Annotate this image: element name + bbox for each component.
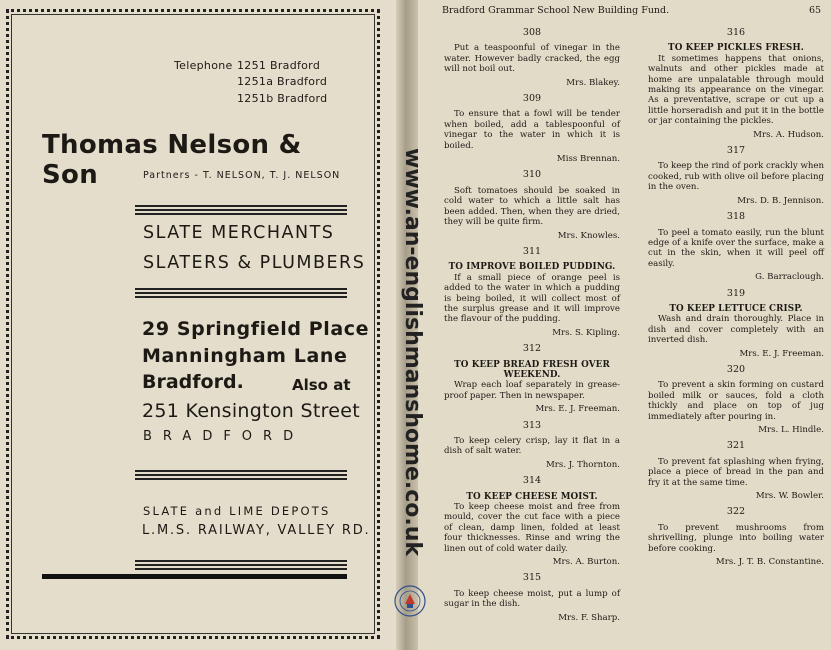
tip-number: 309 xyxy=(522,93,542,105)
tip-text: To keep celery crisp, lay it flat in a dish of salt water. xyxy=(444,436,620,457)
tip-entry xyxy=(648,146,824,206)
railway-line: L.M.S. RAILWAY, VALLEY RD. xyxy=(142,523,371,538)
tip-number: 322 xyxy=(726,506,746,518)
tip-number: 315 xyxy=(522,572,542,584)
triple-rule xyxy=(135,288,347,300)
tips-column-left xyxy=(444,22,620,626)
tip-number: 312 xyxy=(522,343,542,355)
tip-entry xyxy=(444,94,620,164)
tip-author: Miss Brennan. xyxy=(556,154,620,165)
address-line: Bradford. xyxy=(142,371,244,393)
tip-text: If a small piece of orange peel is added to the water in which a pudding is being boiled, it will collect most of the surplus grease and it will improve the flavour of the pudding. xyxy=(444,272,620,325)
tip-entry xyxy=(444,573,620,623)
firm-name: Thomas Nelson & Son xyxy=(42,130,302,190)
tip-number: 310 xyxy=(522,169,542,181)
tip-title: TO KEEP LETTUCE CRISP. xyxy=(669,303,803,314)
triple-rule xyxy=(135,470,347,482)
left-page-advert xyxy=(0,0,406,650)
address-line: Manningham Lane xyxy=(142,345,348,367)
heavy-rule xyxy=(42,574,347,579)
tip-number: 316 xyxy=(726,27,746,38)
tip-number: 313 xyxy=(522,419,542,431)
tip-author: Mrs. Knowles. xyxy=(557,230,620,241)
tip-text: It sometimes happens that onions, walnuts and other pickles made at home are unpalatable through mould making its appearance on the vinegar. As a preventative, scrape or cut up a little horseradish and put it in the bottle or jar containing the pickles. xyxy=(648,53,824,127)
tip-entry xyxy=(444,344,620,414)
tip-author: Mrs. A. Hudson. xyxy=(753,129,824,140)
tip-entry xyxy=(444,247,620,338)
tip-text: To keep cheese moist, put a lump of sugar in the dish. xyxy=(444,588,620,610)
tip-author: Mrs. J. Thornton. xyxy=(546,459,620,470)
tip-text: Soft tomatoes should be soaked in cold water to which a little salt has been added. Then, when they are dried, they will be quite firm. xyxy=(444,185,620,228)
tip-text: Wrap each loaf separately in grease-proof paper. Then in newspaper. xyxy=(444,380,620,401)
city-name: BRADFORD xyxy=(143,429,305,444)
tip-author: Mrs. L. Hindle. xyxy=(758,425,824,435)
tip-author: Mrs. S. Kipling. xyxy=(552,327,620,338)
tip-text: To prevent fat splashing when frying, place a piece of bread in the pan and fry it at the same time. xyxy=(648,456,824,488)
tip-entry xyxy=(648,507,824,567)
tip-title: TO KEEP PICKLES FRESH. xyxy=(668,43,804,54)
telephone-label: Telephone xyxy=(174,59,233,72)
tip-author: Mrs. W. Bowler. xyxy=(755,491,824,502)
triple-rule xyxy=(135,560,347,572)
tip-entry xyxy=(648,441,824,501)
tip-author: Mrs. J. T. B. Constantine. xyxy=(715,557,824,568)
tip-number: 318 xyxy=(726,211,746,223)
telephone-number: 1251a Bradford xyxy=(237,75,328,88)
watermark xyxy=(398,148,432,578)
tip-entry xyxy=(444,28,620,88)
second-address: 251 Kensington Street xyxy=(142,400,361,422)
tip-entry xyxy=(648,289,824,359)
tip-text: Wash and drain thoroughly. Place in dish and cover completely with an inverted dish. xyxy=(648,314,824,346)
tip-entry xyxy=(444,476,620,567)
tip-text: To keep cheese moist and free from mould, cover the cut face with a piece of clean, damp linen, folded at least four thicknesses. Rinse and wring the linen out of cold water daily. xyxy=(444,502,620,554)
page-number: 65 xyxy=(809,5,822,16)
partners-line: Partners - T. NELSON, T. J. NELSON xyxy=(143,170,341,181)
tips-column-right xyxy=(648,22,824,570)
running-head: Bradford Grammar School New Building Fund. xyxy=(442,5,670,16)
tip-author: Mrs. E. J. Freeman. xyxy=(535,404,620,415)
tip-title: TO KEEP BREAD FRESH OVER WEEKEND. xyxy=(454,359,610,380)
tip-title: TO KEEP CHEESE MOIST. xyxy=(466,491,598,502)
tip-number: 321 xyxy=(726,440,746,452)
depots-line: SLATE and LIME DEPOTS xyxy=(143,504,331,518)
tip-title: TO IMPROVE BOILED PUDDING. xyxy=(448,262,616,273)
address-line: 29 Springfield Place xyxy=(142,318,370,340)
telephone-number: 1251 Bradford xyxy=(237,59,321,72)
tip-author: Mrs. E. J. Freeman. xyxy=(739,348,824,359)
tip-number: 317 xyxy=(726,145,746,157)
tip-text: To ensure that a fowl will be tender when boiled, add a tablespoonful of vinegar to the water in which it is boiled. xyxy=(444,109,620,151)
tip-number: 311 xyxy=(522,245,542,257)
trade-line: SLATE MERCHANTS xyxy=(143,223,335,243)
tip-entry xyxy=(444,170,620,240)
tip-entry xyxy=(648,28,824,140)
watermark-text: www.an-englishmanshome.co.uk xyxy=(400,148,425,557)
also-at-label: Also at xyxy=(292,376,351,394)
tip-author: Mrs. F. Sharp. xyxy=(558,612,620,623)
telephone-number: 1251b Bradford xyxy=(237,92,328,105)
tip-author: Mrs. D. B. Jennison. xyxy=(737,195,824,206)
tip-number: 320 xyxy=(726,363,746,375)
watermark-logo-icon xyxy=(393,584,427,618)
trade-line: SLATERS & PLUMBERS xyxy=(143,253,366,273)
tip-entry xyxy=(648,365,824,435)
tip-author: G. Barraclough. xyxy=(755,272,824,283)
tip-entry xyxy=(648,212,824,282)
triple-rule xyxy=(135,205,347,217)
tip-entry xyxy=(444,421,620,471)
tip-text: To prevent a skin forming on custard boiled milk or sauces, fold a cloth thickly and place on top of jug immediately after pouring in. xyxy=(648,380,824,422)
tip-number: 319 xyxy=(726,287,746,299)
tip-number: 314 xyxy=(522,475,542,487)
tip-author: Mrs. Blakey. xyxy=(566,77,620,88)
tip-text: To peel a tomato easily, run the blunt edge of a knife over the surface, make a cut in the skin, when it will peel off easily. xyxy=(648,227,824,269)
tip-author: Mrs. A. Burton. xyxy=(552,557,620,568)
tip-text: To keep the rind of pork crackly when cooked, rub with olive oil before placing in the oven. xyxy=(648,161,824,193)
tip-number: 308 xyxy=(522,27,542,38)
tip-text: Put a teaspoonful of vinegar in the water. However badly cracked, the egg will not boil out. xyxy=(444,43,620,75)
tip-text: To prevent mushrooms from shrivelling, plunge into boiling water before cooking. xyxy=(648,522,824,554)
